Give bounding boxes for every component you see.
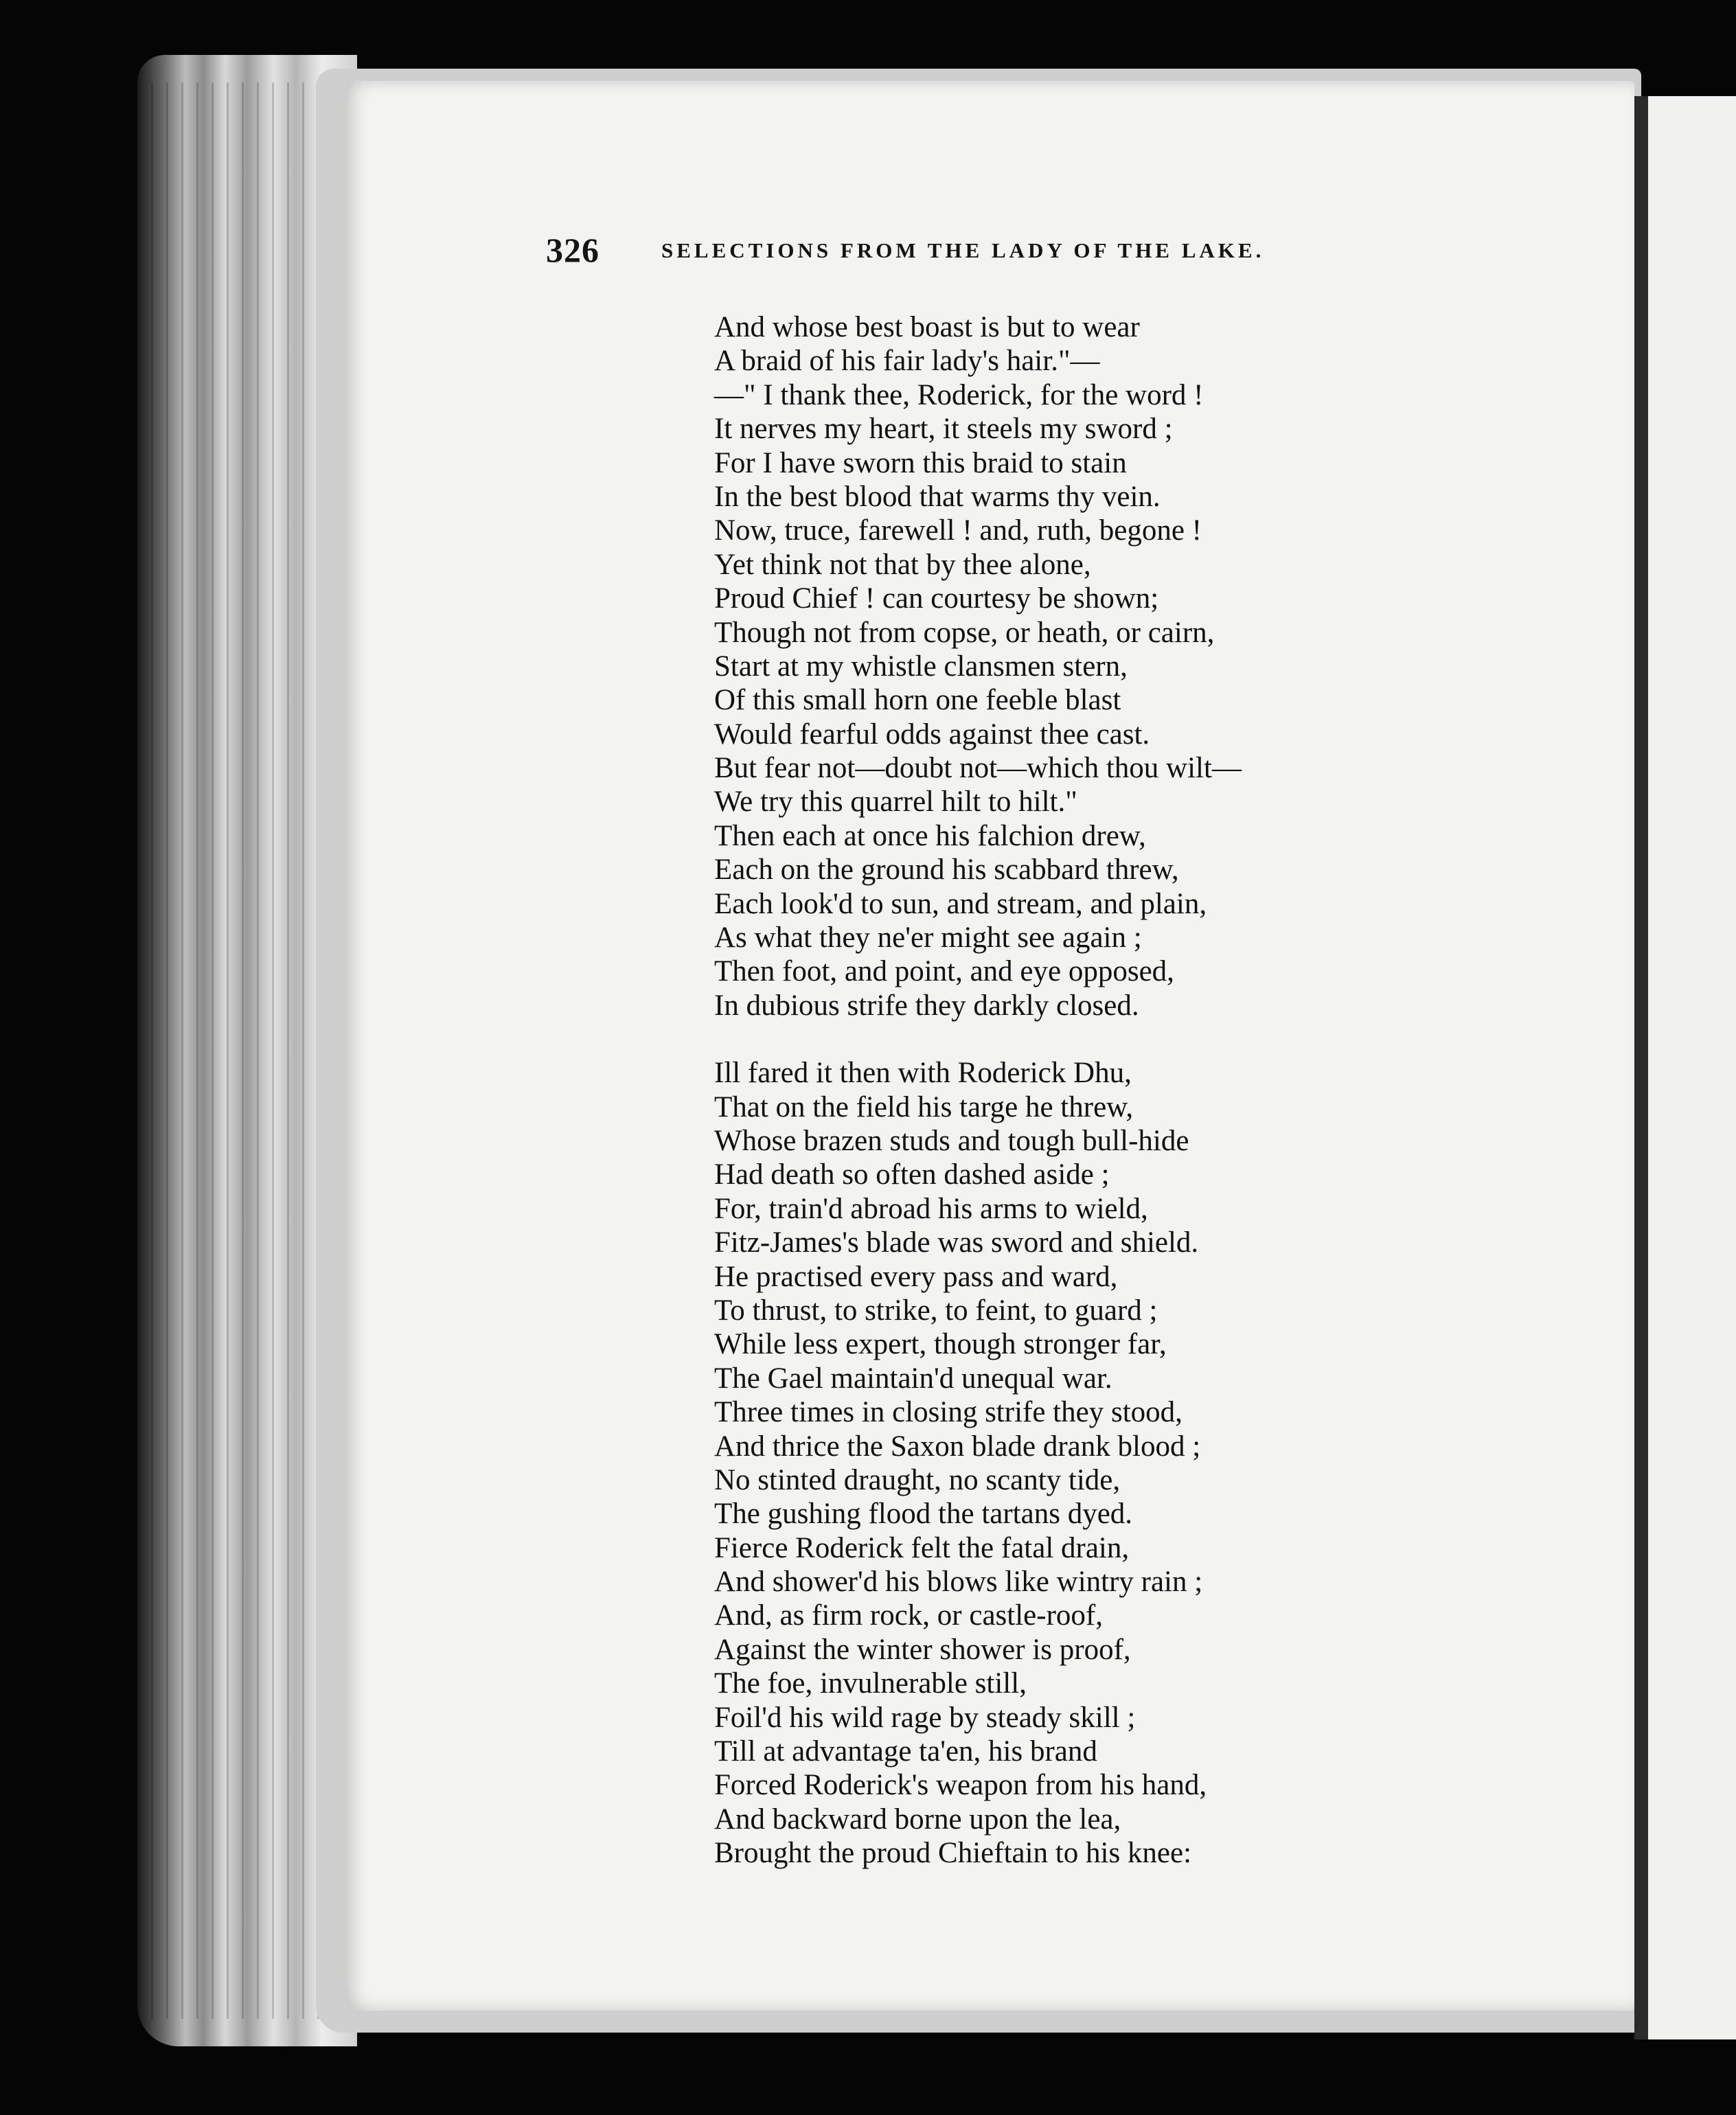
poem-line: Whose brazen studs and tough bull-hide (714, 1124, 1189, 1157)
poem-line: He practised every pass and ward, (714, 1260, 1118, 1293)
poem-line: But fear not—doubt not—which thou wilt— (714, 752, 1242, 785)
poem-line: Fierce Roderick felt the fatal drain, (714, 1531, 1130, 1564)
poem-line: As what they ne'er might see again ; (714, 922, 1142, 954)
poem-line: Of this small horn one feeble blast (714, 684, 1121, 717)
poem-line: And thrice the Saxon blade drank blood ; (714, 1430, 1201, 1463)
poem-line: And backward borne upon the lea, (714, 1803, 1121, 1836)
poem-line: While less expert, though stronger far, (714, 1328, 1167, 1361)
facing-page-edge (1648, 96, 1736, 2039)
poem-line: Ill fared it then with Roderick Dhu, (714, 1057, 1132, 1090)
poem-line: It nerves my heart, it steels my sword ; (714, 413, 1173, 446)
poem-line: That on the field his targe he threw, (714, 1090, 1134, 1123)
poem-text (714, 310, 1415, 1871)
poem-line: We try this quarrel hilt to hilt." (714, 786, 1077, 819)
poem-line: Forced Roderick's weapon from his hand, (714, 1769, 1207, 1802)
poem-line: Each look'd to sun, and stream, and plain, (714, 887, 1207, 920)
poem-line: Then each at once his falchion drew, (714, 819, 1146, 852)
poem-line: Start at my whistle clansmen stern, (714, 650, 1128, 683)
poem-line: And shower'd his blows like wintry rain ; (714, 1566, 1203, 1599)
poem-line: Would fearful odds against thee cast. (714, 718, 1150, 751)
poem-line: To thrust, to strike, to feint, to guard ; (714, 1294, 1158, 1327)
poem-line: Had death so often dashed aside ; (714, 1158, 1110, 1191)
poem-line: Yet think not that by thee alone, (714, 548, 1091, 581)
poem-line: And whose best boast is but to wear (714, 311, 1140, 343)
running-head: SELECTIONS FROM THE LADY OF THE LAKE. (661, 238, 1265, 262)
stanza (714, 1056, 1415, 1870)
poem-line: In dubious strife they darkly closed. (714, 989, 1139, 1022)
page-header (546, 230, 1384, 271)
poem-line: —" I thank thee, Roderick, for the word ! (714, 378, 1204, 411)
poem-line: A braid of his fair lady's hair."— (714, 345, 1100, 378)
poem-line: Against the winter shower is proof, (714, 1633, 1131, 1666)
poem-line: Each on the ground his scabbard threw, (714, 854, 1179, 887)
poem-line: No stinted draught, no scanty tide, (714, 1463, 1121, 1496)
poem-line: The gushing flood the tartans dyed. (714, 1498, 1133, 1531)
book-spine (1634, 96, 1648, 2039)
poem-line: Fitz-James's blade was sword and shield. (714, 1226, 1199, 1259)
page-number: 326 (546, 231, 599, 269)
poem-line: Proud Chief ! can courtesy be shown; (714, 582, 1159, 615)
poem-line: Then foot, and point, and eye opposed, (714, 955, 1174, 988)
poem-line: Till at advantage ta'en, his brand (714, 1735, 1097, 1768)
poem-line: In the best blood that warms thy vein. (714, 480, 1161, 513)
poem-line: Brought the proud Chieftain to his knee: (714, 1837, 1192, 1870)
poem-line: Now, truce, farewell ! and, ruth, begone ! (714, 514, 1202, 547)
poem-line: For, train'd abroad his arms to wield, (714, 1192, 1148, 1225)
poem-line: Three times in closing strife they stood, (714, 1396, 1183, 1429)
poem-line: The foe, invulnerable still, (714, 1667, 1027, 1700)
poem-line: And, as firm rock, or castle-roof, (714, 1599, 1103, 1632)
poem-line: The Gael maintain'd unequal war. (714, 1362, 1112, 1395)
poem-line: Foil'd his wild rage by steady skill ; (714, 1701, 1136, 1734)
poem-line: Though not from copse, or heath, or cairn, (714, 616, 1215, 649)
stanza (714, 310, 1415, 1022)
poem-line: For I have sworn this braid to stain (714, 446, 1127, 479)
